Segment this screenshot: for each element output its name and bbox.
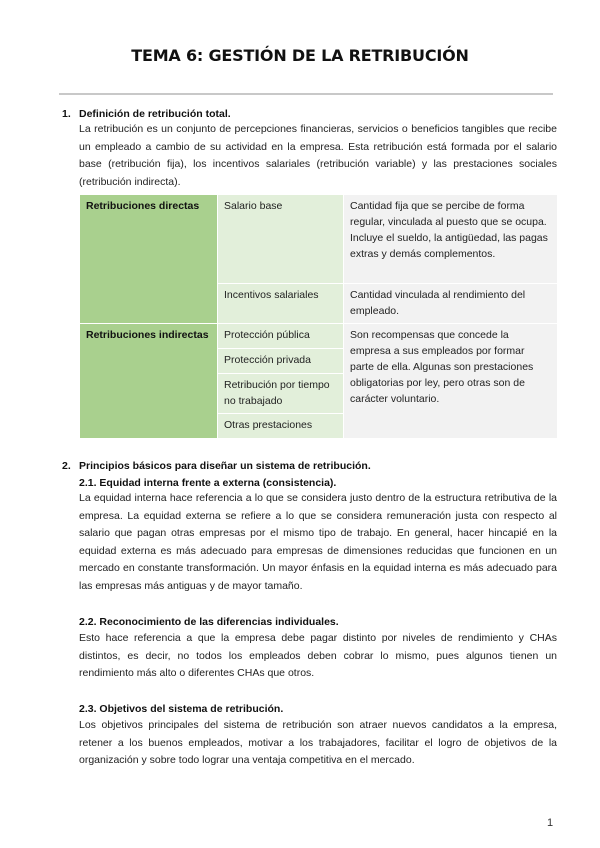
proteccion-privada-cell: Protección privada — [218, 349, 344, 374]
subsection-2-3-heading: 2.3. Objetivos del sistema de retribución. — [79, 703, 284, 715]
incentivos-cell: Incentivos salariales — [218, 284, 344, 324]
page-title: TEMA 6: GESTIÓN DE LA RETRIBUCIÓN — [131, 46, 469, 65]
tiempo-no-trabajado-cell: Retribución por tiempo no trabajado — [218, 374, 344, 414]
subsection-2-2-heading: 2.2. Reconocimiento de las diferencias individuales. — [79, 616, 339, 628]
subsection-2-1-paragraph: La equidad interna hace referencia a lo que se considera justo dentro de la estructura retributiva de la empresa. La equidad externa se refiere a lo que se considera remuneración justa con respecto al salario que pagan otras empresas por el mismo tipo de trabajo. En general, hacer hincapié en la equidad externa es más adecuado para empresas de dimensiones reducidas que funcionen en un mercado en constante transformación. Un mayor énfasis en la equidad interna es más adecuado para las empresas más antiguas y de mayor tamaño. — [79, 492, 557, 592]
table-row — [80, 324, 558, 349]
subsection-2-1-heading: 2.1. Equidad interna frente a externa (consistencia). — [79, 477, 337, 489]
section-1-heading: Definición de retribución total. — [79, 108, 231, 120]
title-divider — [59, 93, 553, 95]
subsection-2-3-paragraph: Los objetivos principales del sistema de retribución son atraer nuevos candidatos a la empresa, retener a los buenos empleados, motivar a los trabajadores, facilitar el logro de objetivos de la organización y sobre todo lograr una ventaja competitiva en el mercado. — [79, 719, 557, 766]
indirectas-desc: Son recompensas que concede la empresa a sus empleados por formar parte de ella. Algunas son prestaciones obligatorias por ley, pero otras son de carácter voluntario. — [344, 324, 558, 439]
section-2-number: 2. — [62, 460, 71, 472]
indirectas-label: Retribuciones indirectas — [80, 324, 218, 439]
directas-label: Retribuciones directas — [80, 195, 218, 324]
salario-base-desc: Cantidad fija que se percibe de forma regular, vinculada al puesto que se ocupa. Incluye el sueldo, la antigüedad, las pagas extras y demás complementos. — [344, 195, 558, 284]
section-1-paragraph: La retribución es un conjunto de percepciones financieras, servicios o beneficios tangibles que recibe un empleado a cambio de su actividad en la empresa. Esta retribución está formada por el salario base (retribución fija), los incentivos salariales (retribución variable) y las prestaciones sociales (retribución indirecta). — [79, 123, 557, 188]
retribution-table — [79, 194, 558, 439]
otras-prestaciones-cell: Otras prestaciones — [218, 414, 344, 439]
page-number: 1 — [547, 817, 554, 829]
table-row — [80, 195, 558, 284]
section-2-heading: Principios básicos para diseñar un sistema de retribución. — [79, 460, 371, 472]
subsection-2-2-paragraph: Esto hace referencia a que la empresa debe pagar distinto por niveles de rendimiento y CHAs distintos, es decir, no todos los empleados deben cobrar lo mismo, pues algunos tienen un rendimiento más alto o diferentes CHAs que otros. — [79, 632, 557, 679]
section-1-number: 1. — [62, 108, 71, 120]
proteccion-publica-cell: Protección pública — [218, 324, 344, 349]
salario-base-cell: Salario base — [218, 195, 344, 284]
incentivos-desc: Cantidad vinculada al rendimiento del empleado. — [344, 284, 558, 324]
